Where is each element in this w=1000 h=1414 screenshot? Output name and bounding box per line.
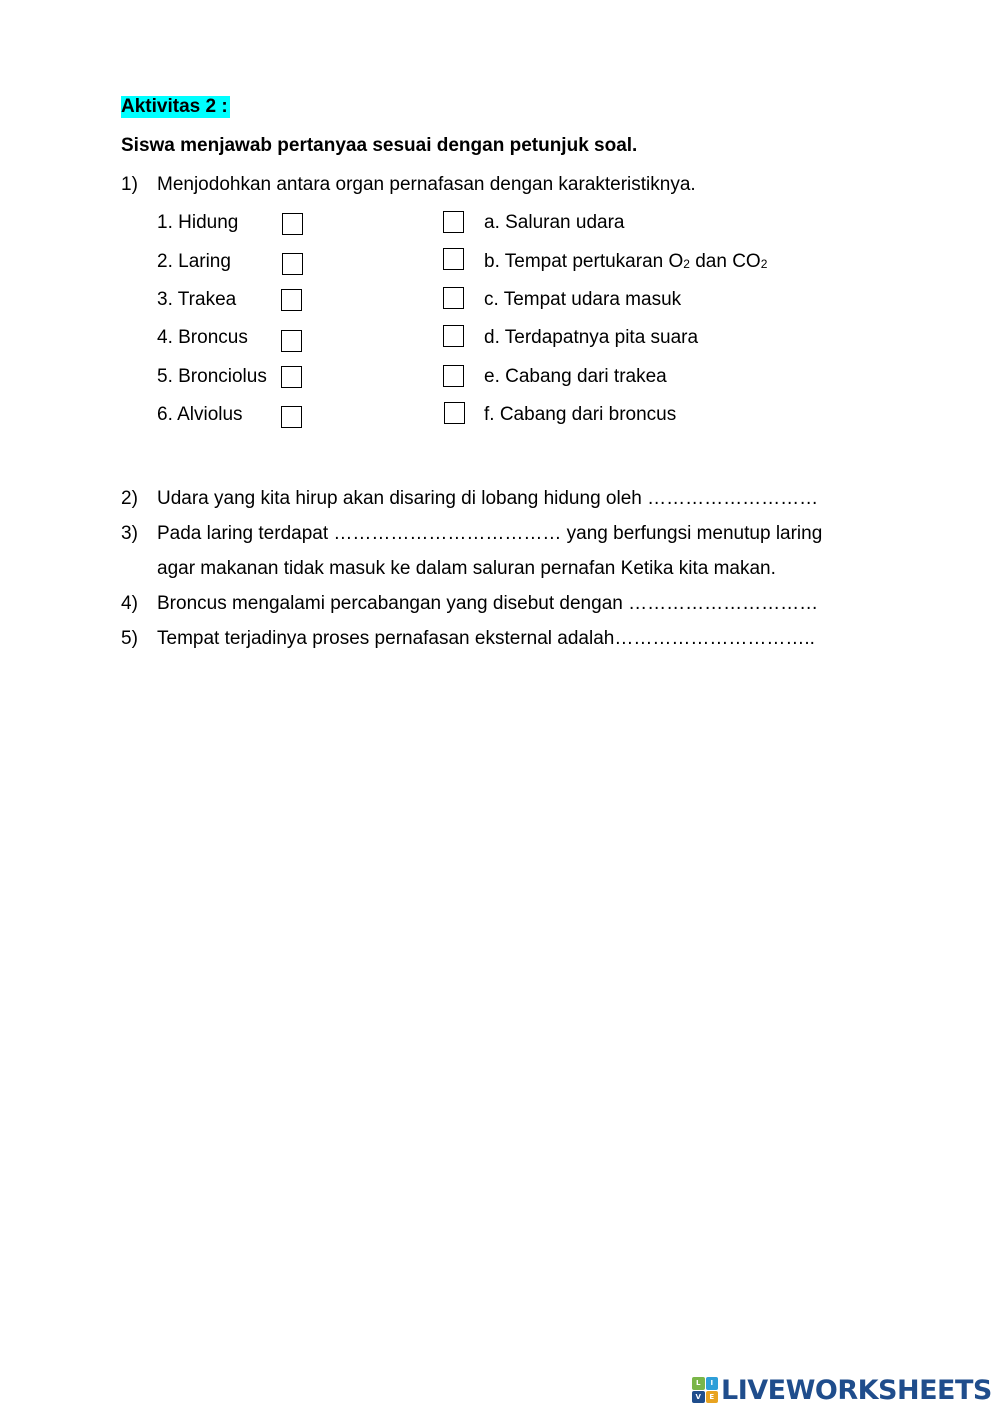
logo-letter-i: I [706,1377,719,1390]
organ-item-broncus: 4. Broncus [157,327,248,348]
characteristic-b-mid: dan CO [689,251,761,272]
logo-letter-e: E [706,1391,719,1404]
organ-item-hidung: 1. Hidung [157,212,239,233]
q4-text: Broncus mengalami percabangan yang disebut dengan ………………………… [157,593,819,614]
organ-item-laring: 2. Laring [157,251,231,272]
answer-box-left-2[interactable] [282,253,303,275]
logo-text: LIVEWORKSHEETS [721,1374,992,1406]
characteristic-d: d. Terdapatnya pita suara [484,327,699,348]
q5-text: Tempat terjadinya proses pernafasan eksternal adalah………………………….. [157,628,815,649]
activity-title: Aktivitas 2 : [121,96,228,117]
answer-box-right-b[interactable] [443,248,464,270]
answer-box-right-c[interactable] [443,287,464,309]
o2-subscript: 2 [683,257,690,271]
answer-box-left-6[interactable] [281,406,302,428]
answer-box-left-4[interactable] [281,330,302,352]
characteristic-b [484,251,767,273]
organ-item-alviolus: 6. Alviolus [157,404,243,425]
q4-number: 4) [121,593,138,614]
instruction-text: Siswa menjawab pertanyaa sesuai dengan petunjuk soal. [121,135,638,156]
answer-box-left-1[interactable] [282,213,303,235]
q3-number: 3) [121,523,138,544]
answer-box-right-e[interactable] [443,365,464,387]
characteristic-f: f. Cabang dari broncus [484,404,677,425]
liveworksheets-logo [692,1374,992,1406]
logo-letter-l: L [692,1377,705,1390]
answer-box-left-3[interactable] [281,289,302,311]
co2-subscript: 2 [760,257,768,271]
logo-letter-v: V [692,1391,705,1404]
q3-line2: agar makanan tidak masuk ke dalam saluran pernafan Ketika kita makan. [157,558,776,579]
characteristic-a: a. Saluran udara [484,212,625,233]
q1-text: Menjodohkan antara organ pernafasan dengan karakteristiknya. [157,174,696,195]
characteristic-e: e. Cabang dari trakea [484,366,667,387]
answer-box-right-d[interactable] [443,325,464,347]
q2-number: 2) [121,488,138,509]
answer-box-right-a[interactable] [443,211,464,233]
organ-item-bronciolus: 5. Bronciolus [157,366,267,387]
q2-text: Udara yang kita hirup akan disaring di lobang hidung oleh ……………………… [157,488,819,509]
q5-number: 5) [121,628,138,649]
answer-box-right-f[interactable] [444,402,465,424]
organ-item-trakea: 3. Trakea [157,289,237,310]
answer-box-left-5[interactable] [281,366,302,388]
characteristic-c: c. Tempat udara masuk [484,289,682,310]
liveworksheets-logo-icon [692,1377,718,1403]
q1-number: 1) [121,174,138,195]
q3-line1: Pada laring terdapat ……………………………… yang berfungsi menutup laring [157,523,823,544]
characteristic-b-text: b. Tempat pertukaran O [484,251,684,272]
